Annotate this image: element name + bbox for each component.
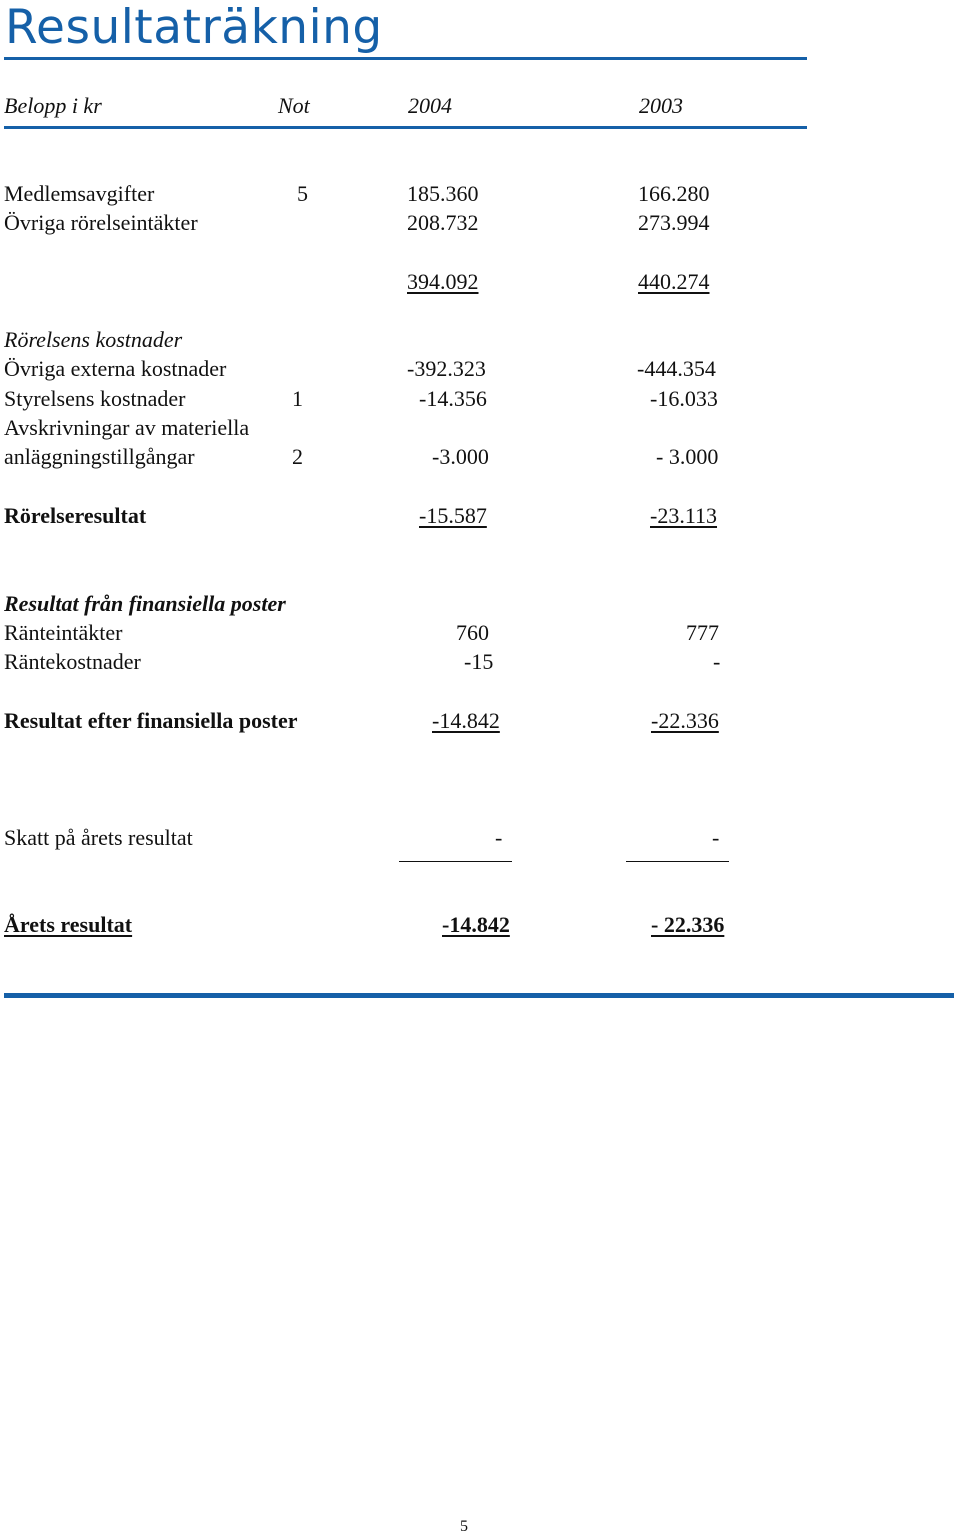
value-2004: -14.356 — [419, 386, 487, 411]
row-label: Styrelsens kostnader — [4, 386, 186, 411]
page-title: Resultaträkning — [5, 0, 383, 55]
value-2004: -15.587 — [419, 503, 487, 528]
value-2004: 185.360 — [407, 181, 479, 206]
bottom-rule — [4, 993, 954, 998]
value-2003: -444.354 — [637, 356, 716, 381]
row-label: Ränteintäkter — [4, 620, 123, 645]
row-label: Resultat efter finansiella poster — [4, 708, 298, 733]
total-rule-2003 — [626, 861, 729, 862]
header-2004: 2004 — [408, 93, 452, 118]
row-label: Övriga externa kostnader — [4, 356, 227, 381]
value-2003: 166.280 — [638, 181, 710, 206]
row-label: Årets resultat — [4, 912, 133, 937]
row-label: Rörelseresultat — [4, 503, 147, 528]
value-2004: - — [495, 825, 503, 850]
value-2004: 208.732 — [407, 210, 479, 235]
header-belopp: Belopp i kr — [4, 93, 102, 118]
value-2004: -14.842 — [442, 912, 510, 937]
section-heading: Rörelsens kostnader — [4, 327, 183, 352]
row-not: 2 — [292, 444, 303, 469]
value-2003: -16.033 — [650, 386, 718, 411]
title-rule — [4, 57, 807, 60]
header-not: Not — [278, 93, 310, 118]
page-number: 5 — [460, 1518, 468, 1535]
value-2004: -392.323 — [407, 356, 486, 381]
total-rule-2004 — [399, 861, 512, 862]
value-2003: - — [712, 825, 720, 850]
row-label: Övriga rörelseintäkter — [4, 210, 198, 235]
value-2003: -23.113 — [650, 503, 718, 528]
value-2003: - 3.000 — [656, 444, 719, 469]
value-2004: 760 — [456, 620, 489, 645]
header-2003: 2003 — [639, 93, 683, 118]
sum-2004: 394.092 — [407, 269, 479, 294]
row-not: 1 — [292, 386, 303, 411]
value-2004: -3.000 — [432, 444, 489, 469]
row-label: Skatt på årets resultat — [4, 825, 193, 850]
value-2004: -15 — [464, 649, 494, 674]
row-label: Medlemsavgifter — [4, 181, 155, 206]
row-label: anläggningstillgångar — [4, 444, 195, 469]
sum-2003: 440.274 — [638, 269, 710, 294]
header-rule — [4, 126, 807, 129]
value-2003: - 22.336 — [651, 912, 725, 937]
section-heading: Resultat från finansiella poster — [4, 591, 286, 616]
value-2004: -14.842 — [432, 708, 500, 733]
row-label: Avskrivningar av materiella — [4, 415, 250, 440]
value-2003: 273.994 — [638, 210, 710, 235]
value-2003: 777 — [686, 620, 719, 645]
row-label: Räntekostnader — [4, 649, 141, 674]
value-2003: -22.336 — [651, 708, 719, 733]
row-not: 5 — [297, 181, 308, 206]
value-2003: - — [713, 649, 721, 674]
